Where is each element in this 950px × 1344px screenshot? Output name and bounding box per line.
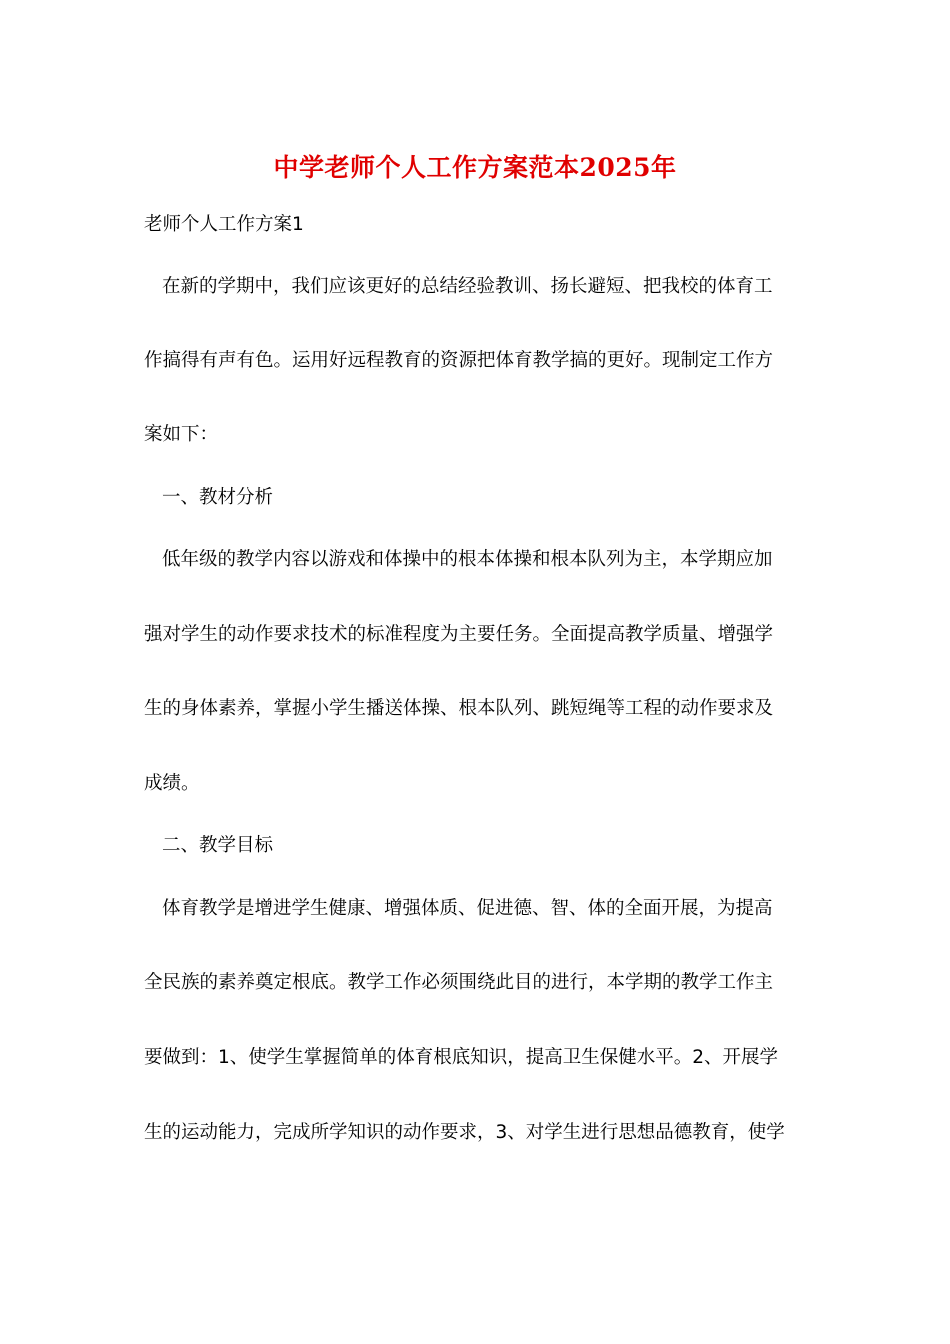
paragraph-line: 案如下： bbox=[144, 424, 219, 445]
paragraph-line: 在新的学期中，我们应该更好的总结经验教训、扬长避短、把我校的体育工 bbox=[162, 276, 773, 297]
paragraph-line: 生的身体素养，掌握小学生播送体操、根本队列、跳短绳等工程的动作要求及 bbox=[144, 698, 774, 719]
subheading-textbook-analysis: 一、教材分析 bbox=[162, 487, 274, 508]
paragraph-line: 强对学生的动作要求技术的标准程度为主要任务。全面提高教学质量、增强学 bbox=[144, 624, 774, 645]
paragraph-line: 低年级的教学内容以游戏和体操中的根本体操和根本队列为主，本学期应加 bbox=[162, 549, 773, 570]
paragraph-line: 体育教学是增进学生健康、增强体质、促进德、智、体的全面开展，为提高 bbox=[162, 898, 773, 919]
paragraph-line: 作搞得有声有色。运用好远程教育的资源把体育教学搞的更好。现制定工作方 bbox=[144, 350, 774, 371]
paragraph-line: 全民族的素养奠定根底。教学工作必须围绕此目的进行，本学期的教学工作主 bbox=[144, 972, 774, 993]
paragraph-line: 要做到：1、使学生掌握简单的体育根底知识，提高卫生保健水平。2、开展学 bbox=[144, 1047, 779, 1068]
subheading-teaching-goals: 二、教学目标 bbox=[162, 835, 274, 856]
paragraph-line: 成绩。 bbox=[144, 773, 200, 794]
section-heading: 老师个人工作方案1 bbox=[144, 214, 304, 235]
paragraph-line: 生的运动能力，完成所学知识的动作要求，3、对学生进行思想品德教育，使学 bbox=[144, 1122, 785, 1143]
document-title: 中学老师个人工作方案范本2025年 bbox=[273, 153, 677, 182]
